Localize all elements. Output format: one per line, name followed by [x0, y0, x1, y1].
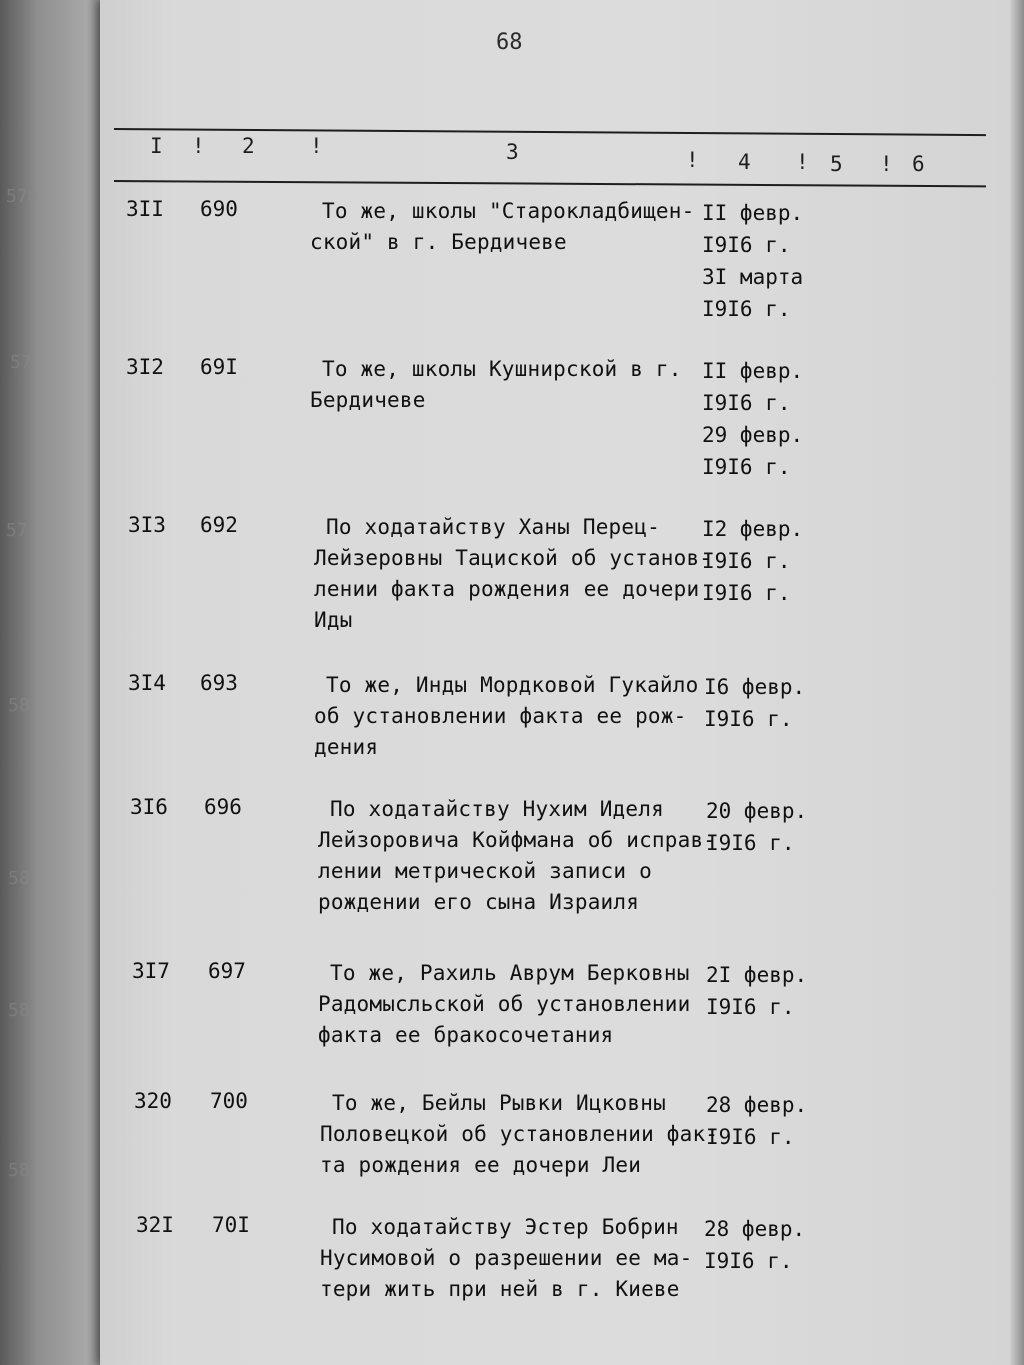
- row-number: 3II: [126, 197, 164, 221]
- header-separator: !: [310, 134, 323, 158]
- case-number: 697: [208, 959, 246, 983]
- description-line: лении метрической записи о: [318, 859, 652, 883]
- date-line: I9I6 г.: [702, 549, 791, 573]
- table-header-rule-bottom: [114, 180, 986, 187]
- date-line: 2I февр.: [706, 963, 808, 987]
- date-line: I9I6 г.: [702, 581, 791, 605]
- description-line: Нусимовой о разрешении ее ма-: [320, 1246, 693, 1270]
- ghost-digits: 58: [8, 1000, 30, 1021]
- date-line: I9I6 г.: [702, 455, 791, 479]
- header-separator: !: [686, 148, 699, 172]
- ghost-digits: 58: [8, 695, 30, 716]
- date-line: 3I марта: [702, 265, 804, 289]
- document-page: [100, 0, 1024, 1365]
- row-number: 3I2: [126, 355, 164, 379]
- ghost-digits: 578: [6, 186, 39, 207]
- ghost-digits: 58: [8, 1160, 30, 1181]
- description-line: Половецкой об установлении фак-: [320, 1122, 719, 1146]
- row-number: 3I7: [132, 959, 170, 983]
- case-number: 69I: [200, 355, 238, 379]
- case-number: 70I: [212, 1213, 250, 1237]
- description-line: По ходатайству Эстер Бобрин: [332, 1215, 679, 1239]
- date-line: I9I6 г.: [704, 707, 793, 731]
- description-line: та рождения ее дочери Леи: [320, 1153, 642, 1177]
- description-line: Радомысльской об установлении: [318, 992, 691, 1016]
- date-line: I9I6 г.: [702, 297, 791, 321]
- description-line: Лейзеровны Тациской об установ-: [314, 546, 713, 570]
- row-number: 3I4: [128, 671, 166, 695]
- header-col-6: 6: [912, 152, 925, 176]
- header-col-2: 2: [242, 134, 255, 158]
- description-line: об установлении факта ее рож-: [314, 704, 687, 728]
- case-number: 693: [200, 671, 238, 695]
- date-line: I9I6 г.: [706, 995, 795, 1019]
- date-line: I6 февр.: [704, 675, 806, 699]
- description-line: факта ее бракосочетания: [318, 1023, 614, 1047]
- header-col-5: 5: [830, 152, 843, 176]
- case-number: 692: [200, 513, 238, 537]
- ghost-digits: 57: [10, 352, 32, 373]
- date-line: 28 февр.: [706, 1093, 808, 1117]
- page-number: 68: [496, 30, 523, 55]
- description-line: Иды: [314, 608, 353, 632]
- date-line: 29 февр.: [702, 423, 804, 447]
- date-line: I9I6 г.: [702, 391, 791, 415]
- description-line: ской" в г. Бердичеве: [310, 230, 567, 254]
- header-col-4: 4: [738, 150, 751, 174]
- header-separator: !: [192, 134, 205, 158]
- description-line: По ходатайству Нухим Иделя: [330, 797, 664, 821]
- description-line: То же, школы Кушнирской в г.: [322, 357, 682, 381]
- description-line: То же, Бейлы Рывки Ицковны: [332, 1091, 666, 1115]
- row-number: 3I3: [128, 513, 166, 537]
- description-line: Лейзоровича Койфмана об исправ-: [318, 828, 717, 852]
- show-through-text: [312, 258, 589, 282]
- header-separator: !: [880, 152, 893, 176]
- date-line: 20 февр.: [706, 799, 808, 823]
- case-number: 700: [210, 1089, 248, 1113]
- description-line: То же, школы "Старокладбищен-: [322, 199, 695, 223]
- row-number: 32I: [136, 1213, 174, 1237]
- ghost-digits: 58: [8, 868, 30, 889]
- description-line: По ходатайству Ханы Перец-: [326, 515, 660, 539]
- header-col-1: I: [150, 134, 163, 158]
- date-line: 28 февр.: [704, 1217, 806, 1241]
- date-line: II февр.: [702, 201, 804, 225]
- case-number: 696: [204, 795, 242, 819]
- date-line: II февр.: [702, 359, 804, 383]
- page-edge: [1010, 0, 1024, 1365]
- header-separator: !: [796, 150, 809, 174]
- row-number: 320: [134, 1089, 172, 1113]
- previous-page-edge: [0, 0, 108, 1365]
- date-line: I9I6 г.: [702, 233, 791, 257]
- date-line: I9I6 г.: [704, 1249, 793, 1273]
- description-line: То же, Рахиль Аврум Берковны: [330, 961, 690, 985]
- date-line: I2 февр.: [702, 517, 804, 541]
- description-line: рождении его сына Израиля: [318, 890, 640, 914]
- ghost-digits: 57: [6, 520, 28, 541]
- case-number: 690: [200, 197, 238, 221]
- description-line: Бердичеве: [310, 388, 426, 412]
- header-col-3: 3: [506, 140, 519, 164]
- row-number: 3I6: [130, 795, 168, 819]
- description-line: дения: [314, 735, 379, 759]
- description-line: тери жить при ней в г. Киеве: [320, 1277, 680, 1301]
- description-line: То же, Инды Мордковой Гукайло: [326, 673, 699, 697]
- date-line: I9I6 г.: [706, 1125, 795, 1149]
- description-line: лении факта рождения ее дочери: [314, 577, 700, 601]
- date-line: I9I6 г.: [706, 831, 795, 855]
